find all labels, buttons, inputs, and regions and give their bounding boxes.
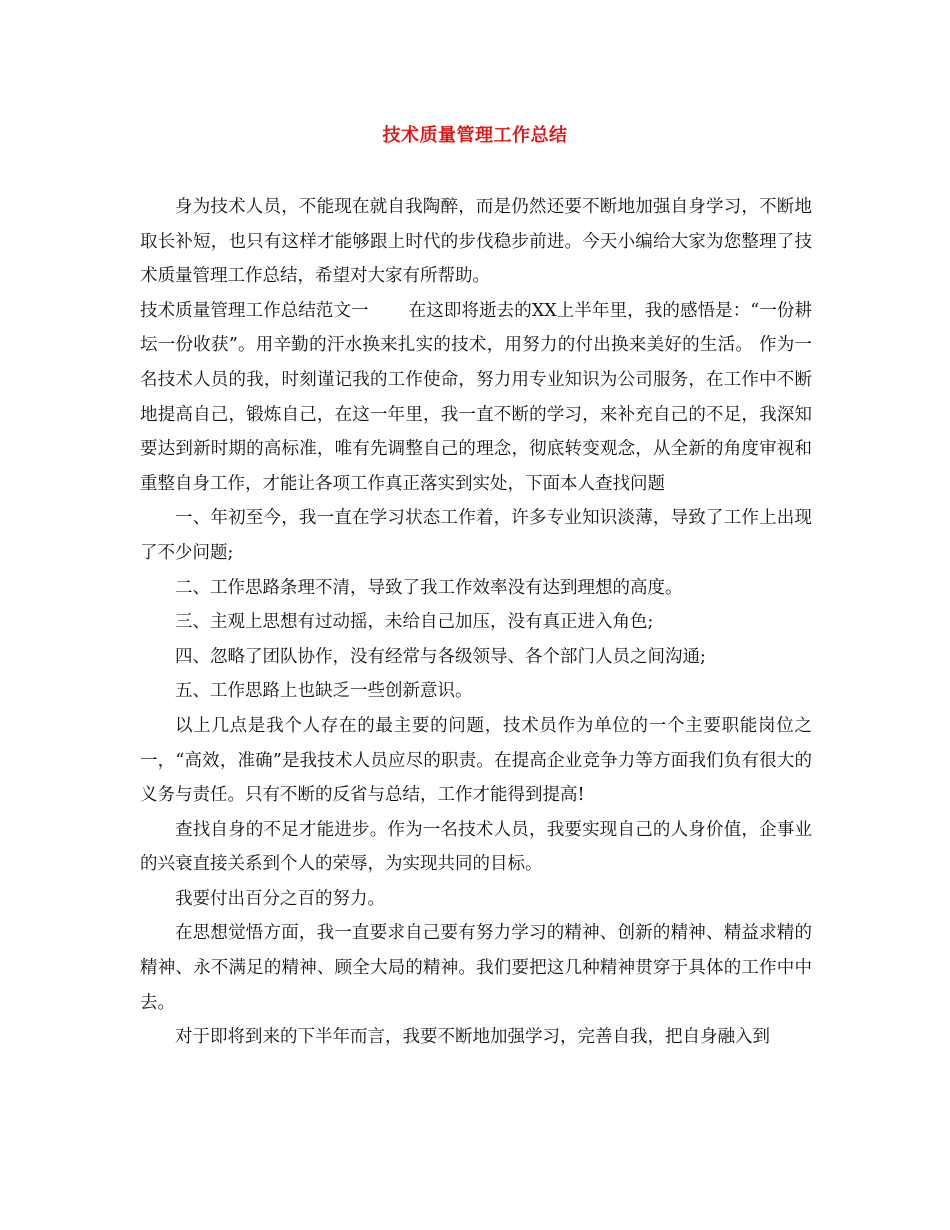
section-paragraph <box>140 294 812 502</box>
problem-item-3: 三、主观上思想有过动摇，未给自己加压，没有真正进入角色; <box>175 612 654 633</box>
ideology-paragraph: 在思想觉悟方面，我一直要求自己要有努力学习的精神、创新的精神、精益求精的精神、永不满足的精神、顾全大局的精神。我们要把这几种精神贯穿于具体的工作中中去。 <box>140 923 812 1013</box>
problem-item-1: 一、年初至今，我一直在学习状态工作着，许多专业知识淡薄，导致了工作上出现了不少问题; <box>140 508 812 563</box>
summary-paragraph: 以上几点是我个人存在的最主要的问题，技术员作为单位的一个主要职能岗位之一，“高效，准确”是我技术人员应尽的职责。在提高企业竞争力等方面我们负有很大的义务与责任。只有不断的反省与总结，工作才能得到提高! <box>140 715 812 806</box>
document-body <box>140 190 812 1055</box>
next-half-paragraph: 对于即将到来的下半年而言，我要不断地加强学习，完善自我，把自身融入到 <box>175 1027 770 1048</box>
problem-item-4: 四、忽略了团队协作，没有经常与各级领导、各个部门人员之间沟通; <box>175 646 706 667</box>
self-reflection-paragraph: 查找自身的不足才能进步。作为一名技术人员，我要实现自己的人身价值，企事业的兴衰直接关系到个人的荣辱，为实现共同的目标。 <box>140 819 812 875</box>
document-title: 技术质量管理工作总结 <box>382 125 568 146</box>
problem-item-5: 五、工作思路上也缺乏一些创新意识。 <box>175 681 473 702</box>
section-text: 在这即将逝去的XX上半年里，我的感悟是：“一份耕坛一份收获”。用辛勤的汗水换来扎实的技术，用努力的付出换来美好的生活。 作为一名技术人员的我，时刻谨记我的工作使命，努力用专业知识为公司服务，在工作中不断地提高自己，锻炼自己，在这一年里，我一直不断的学习，来补充自己的不足，我深知要达到新时期的高标准，唯有先调整自己的理念，彻底转变观念，从全新的角度审视和重整自身工作，才能让各项工作真正落实到实处，下面本人查找问题 <box>140 300 812 494</box>
problem-item-2: 二、工作思路条理不清，导致了我工作效率没有达到理想的高度。 <box>175 577 683 598</box>
effort-paragraph: 我要付出百分之百的努力。 <box>175 888 385 909</box>
section-label: 技术质量管理工作总结范文一 <box>140 300 369 321</box>
intro-paragraph: 身为技术人员，不能现在就自我陶醉，而是仍然还要不断地加强自身学习，不断地取长补短，也只有这样才能够跟上时代的步伐稳步前进。今天小编给大家为您整理了技术质量管理工作总结，希望对大家有所帮助。 <box>140 197 812 287</box>
